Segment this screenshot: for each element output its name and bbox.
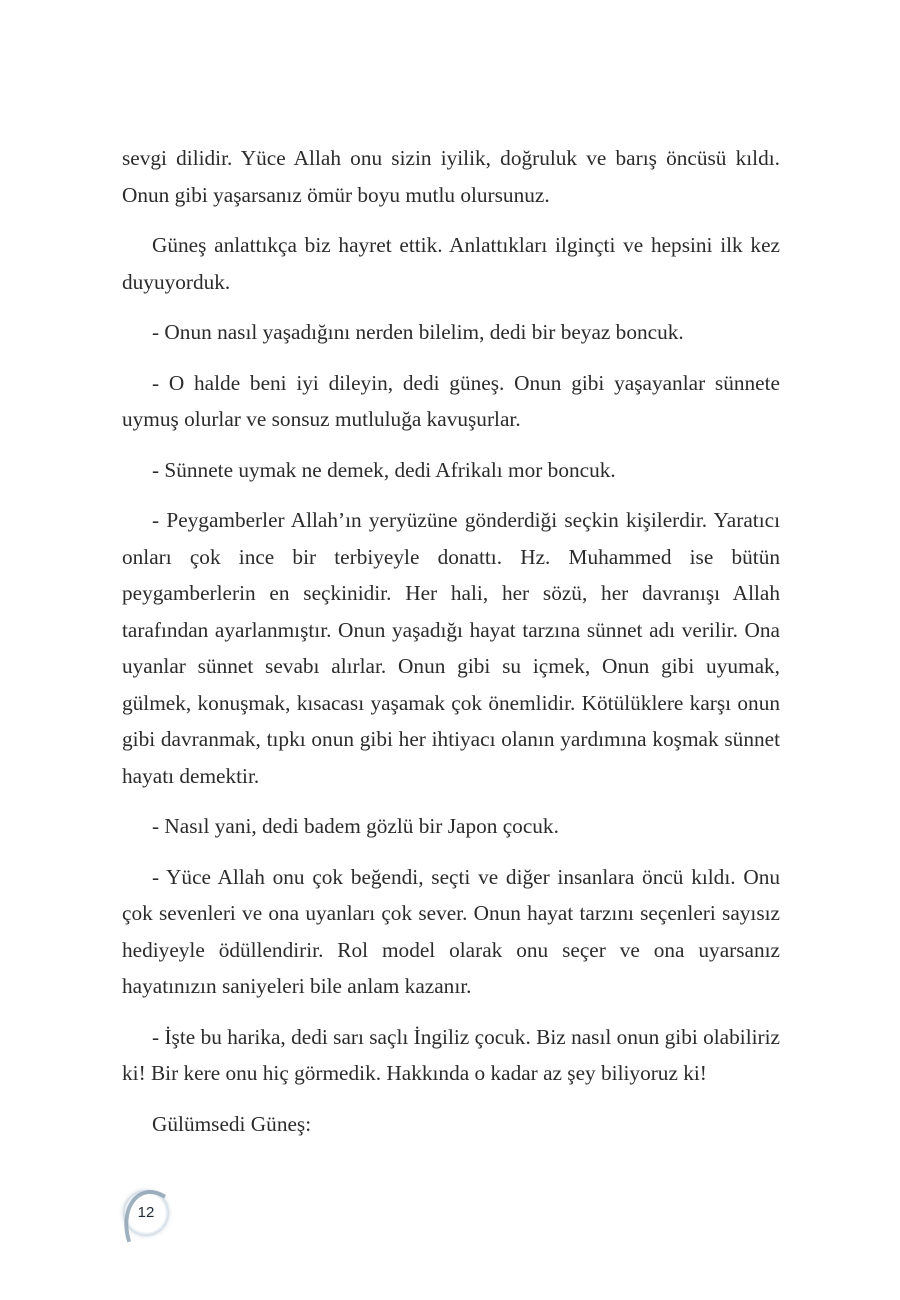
- paragraph: - Peygamberler Allah’ın yeryüzüne gönderdiği seçkin kişilerdir. Yaratıcı onları çok ince bir terbiyeyle donattı. Hz. Muhammed ise bütün peygamberlerin en seçkinidir. Her hali, her sözü, her davranışı Allah tarafından ayarlanmıştır. Onun yaşadığı hayat tarzına sünnet adı verilir. Ona uyanlar sünnet sevabı alırlar. Onun gibi su içmek, Onun gibi uyumak, gülmek, konuşmak, kısacası yaşamak çok önemlidir. Kötülüklere karşı onun gibi davranmak, tıpkı onun gibi her ihtiyacı olanın yardımına koşmak sünnet hayatı demektir.: [122, 508, 780, 788]
- paragraph: Güneş anlattıkça biz hayret ettik. Anlattıkları ilginçti ve hepsini ilk kez duyuyorduk.: [122, 233, 780, 294]
- paragraph: - Onun nasıl yaşadığını nerden bilelim, dedi bir beyaz boncuk.: [152, 320, 684, 344]
- paragraph: - O halde beni iyi dileyin, dedi güneş. Onun gibi yaşayanlar sünnete uymuş olurlar ve sonsuz mutluluğa kavuşurlar.: [122, 370, 780, 431]
- paragraph: - Nasıl yani, dedi badem gözlü bir Japon çocuk.: [152, 814, 559, 838]
- paragraph: sevgi dilidir. Yüce Allah onu sizin iyilik, doğruluk ve barış öncüsü kıldı. Onun gibi yaşarsanız ömür boyu mutlu olursunuz.: [122, 146, 780, 207]
- body-text: [122, 140, 780, 1156]
- paragraph: - İşte bu harika, dedi sarı saçlı İngiliz çocuk. Biz nasıl onun gibi olabiliriz ki! Bir kere onu hiç görmedik. Hakkında o kadar az şey biliyoruz ki!: [122, 1024, 780, 1085]
- paragraph: - Yüce Allah onu çok beğendi, seçti ve diğer insanlara öncü kıldı. Onu çok sevenleri ve ona uyanları çok sever. Onun hayat tarzını seçenleri sayısız hediyeyle ödüllendirir. Rol model olarak onu seçer ve ona uyarsanız hayatınızın saniyeleri bile anlam kazanır.: [122, 864, 780, 998]
- page-number-badge: [123, 1190, 169, 1236]
- page-number: 12: [137, 1204, 155, 1221]
- paragraph: - Sünnete uymak ne demek, dedi Afrikalı mor boncuk.: [152, 457, 616, 482]
- paragraph: Gülümsedi Güneş:: [152, 1111, 312, 1136]
